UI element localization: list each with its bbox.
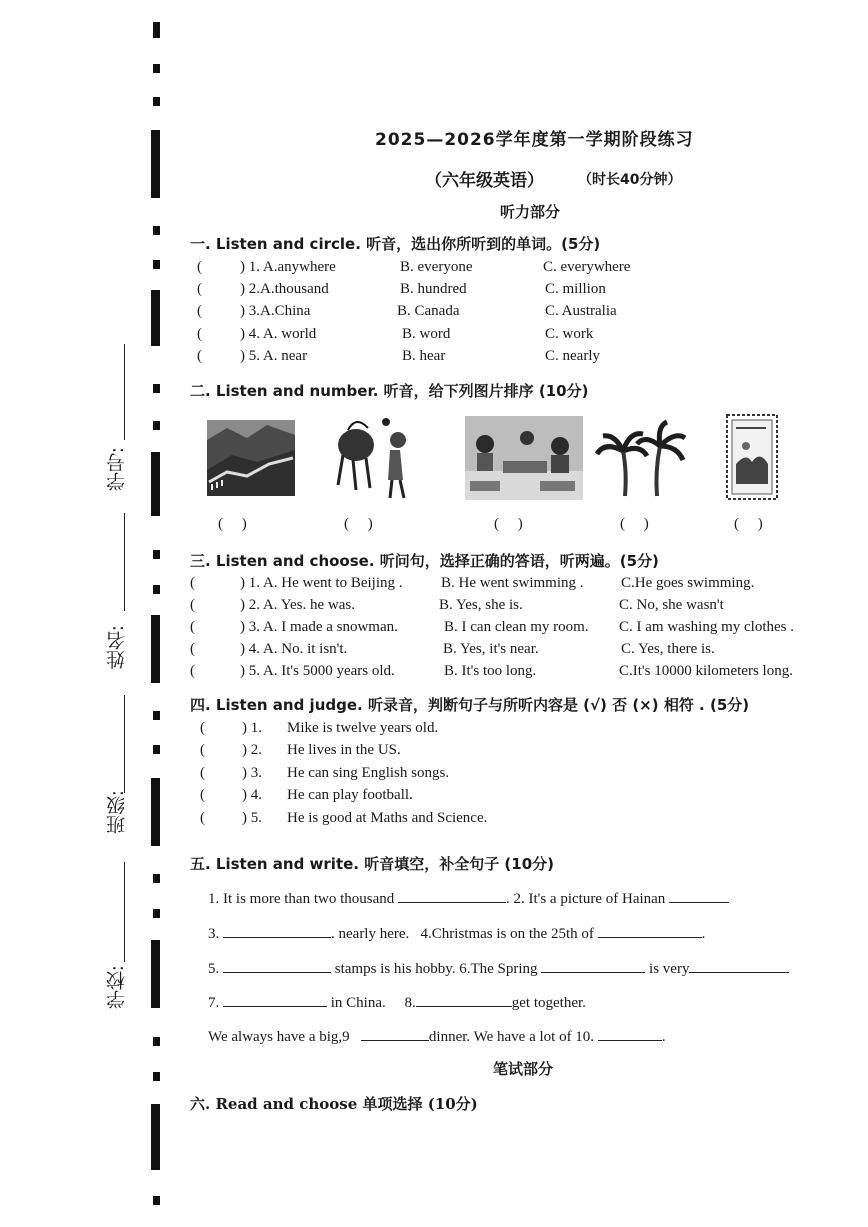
- name-line[interactable]: [124, 695, 125, 793]
- exam-subtitle: （六年级英语）: [425, 171, 544, 191]
- class-line[interactable]: [124, 862, 125, 962]
- binding-mark: [153, 585, 160, 594]
- fill-text: .: [701, 926, 706, 942]
- answer-paren[interactable]: (: [190, 619, 195, 635]
- judge-number: ) 4.: [242, 787, 262, 803]
- fill-text: 7.: [208, 995, 220, 1011]
- fill-line-1: [208, 888, 729, 908]
- fill-text: 4.Christmas is on the 25th of: [420, 926, 594, 942]
- fill-text: . nearly here.: [331, 926, 410, 942]
- answer-paren[interactable]: (: [190, 597, 195, 613]
- binding-mark: [151, 130, 160, 198]
- fill-line-2: [208, 923, 705, 943]
- option-c: C. No, she wasn't: [619, 597, 724, 613]
- binding-mark: [153, 1196, 160, 1205]
- binding-mark: [153, 421, 160, 430]
- answer-paren[interactable]: (: [197, 281, 202, 297]
- binding-mark: [153, 64, 160, 73]
- fill-blank[interactable]: [541, 958, 645, 973]
- judge-statement: Mike is twelve years old.: [287, 720, 439, 736]
- picture-order-paren[interactable]: ( ): [218, 516, 247, 532]
- option-a: ) 1. A.anywhere: [240, 259, 336, 275]
- fill-blank[interactable]: [598, 923, 702, 938]
- binding-mark: [153, 1037, 160, 1046]
- option-b: B. hear: [402, 348, 446, 364]
- fill-blank[interactable]: [223, 958, 331, 973]
- fill-blank[interactable]: [398, 888, 506, 903]
- option-c: C. Yes, there is.: [621, 641, 715, 657]
- fill-text: 8.: [404, 995, 416, 1011]
- judge-number: ) 5.: [242, 810, 262, 826]
- fill-text: hobby. 6.The Spring: [415, 961, 538, 977]
- listening-part-title: 听力部分: [500, 203, 561, 221]
- picture-order-paren[interactable]: ( ): [620, 516, 649, 532]
- section1-heading: 一. Listen and circle. 听音，选出你所听到的单词。(5分): [190, 235, 601, 253]
- binding-mark: [153, 711, 160, 720]
- binding-mark: [153, 550, 160, 559]
- great-wall-picture: [207, 420, 295, 496]
- fill-blank[interactable]: [416, 992, 512, 1007]
- fill-text: is very: [649, 961, 690, 977]
- fill-text: dinner. We have a lot of 10.: [428, 1029, 595, 1045]
- option-a: ) 5. A. It's 5000 years old.: [240, 663, 395, 679]
- answer-paren[interactable]: (: [197, 326, 202, 342]
- binding-mark: [153, 1072, 160, 1081]
- option-b: B. Canada: [397, 303, 460, 319]
- palm-trees-picture: [595, 416, 687, 498]
- judge-paren[interactable]: (: [200, 765, 205, 781]
- student-number-line-lower[interactable]: [124, 513, 125, 611]
- binding-mark: [151, 290, 160, 346]
- lion-dance-picture: [328, 410, 422, 502]
- judge-paren[interactable]: (: [200, 742, 205, 758]
- binding-mark: [151, 778, 160, 846]
- judge-paren[interactable]: (: [200, 720, 205, 736]
- fill-text: get together.: [511, 995, 586, 1011]
- student-number-line[interactable]: [124, 344, 125, 440]
- answer-paren[interactable]: (: [197, 348, 202, 364]
- fill-blank[interactable]: [598, 1026, 662, 1041]
- binding-mark: [153, 384, 160, 393]
- answer-paren[interactable]: (: [197, 303, 202, 319]
- binding-mark: [151, 1104, 160, 1170]
- binding-mark: [153, 745, 160, 754]
- judge-statement: He lives in the US.: [287, 742, 401, 758]
- option-c: C. nearly: [545, 348, 600, 364]
- option-c: C. everywhere: [543, 259, 631, 275]
- section2-heading: 二. Listen and number. 听音，给下列图片排序 (10分): [190, 382, 589, 400]
- answer-paren[interactable]: (: [190, 575, 195, 591]
- binding-mark: [153, 22, 160, 38]
- fill-text: in China.: [330, 995, 386, 1011]
- section6-heading: 六. Read and choose 单项选择 (10分): [190, 1095, 478, 1113]
- binding-mark: [153, 97, 160, 106]
- option-b: B. hundred: [400, 281, 467, 297]
- option-b: B. word: [402, 326, 451, 342]
- option-c: C. I am washing my clothes .: [619, 619, 794, 635]
- fill-text: 1. It is more than two thousand: [208, 891, 395, 907]
- school-label: 学校:: [106, 965, 128, 1010]
- section4-heading: 四. Listen and judge. 听录音，判断句子与所听内容是 (√) 否 (×) 相符 . (5分): [190, 696, 750, 714]
- picture-order-paren[interactable]: ( ): [734, 516, 763, 532]
- option-a: ) 3. A. I made a snowman.: [240, 619, 398, 635]
- option-a: ) 2.A.thousand: [240, 281, 329, 297]
- option-c: C.He goes swimming.: [621, 575, 755, 591]
- judge-statement: He is good at Maths and Science.: [287, 810, 488, 826]
- student-number-label: 学号:: [106, 447, 128, 492]
- option-c: C.It's 10000 kilometers long.: [619, 663, 793, 679]
- exam-duration: （时长40分钟）: [578, 172, 682, 188]
- binding-mark: [153, 909, 160, 918]
- option-a: ) 4. A. world: [240, 326, 317, 342]
- answer-paren[interactable]: (: [197, 259, 202, 275]
- judge-statement: He can sing English songs.: [287, 765, 450, 781]
- fill-line-4: [208, 992, 586, 1012]
- option-c: C. million: [545, 281, 606, 297]
- section3-heading: 三. Listen and choose. 听问句，选择正确的答语，听两遍。(5分): [190, 552, 659, 570]
- fill-text: 5.: [208, 961, 220, 977]
- fill-line-3: [208, 958, 789, 978]
- answer-paren[interactable]: (: [190, 641, 195, 657]
- binding-mark: [153, 226, 160, 235]
- exam-title: 2025—2026学年度第一学期阶段练习: [375, 130, 694, 150]
- fill-text: .: [661, 1029, 666, 1045]
- fill-blank[interactable]: [669, 888, 729, 903]
- binding-mark: [151, 940, 160, 1008]
- judge-paren[interactable]: (: [200, 787, 205, 803]
- judge-paren[interactable]: (: [200, 810, 205, 826]
- picture-order-paren[interactable]: ( ): [344, 516, 373, 532]
- option-c: C. work: [545, 326, 594, 342]
- fill-text: stamps is his: [334, 961, 412, 977]
- option-b: B. It's too long.: [444, 663, 537, 679]
- option-a: ) 2. A. Yes. he was.: [240, 597, 356, 613]
- option-b: B. I can clean my room.: [444, 619, 589, 635]
- fill-blank[interactable]: [361, 1026, 429, 1041]
- name-label: 姓名:: [106, 625, 128, 670]
- binding-mark: [153, 874, 160, 883]
- option-b: B. Yes, it's near.: [443, 641, 539, 657]
- option-a: ) 4. A. No. it isn't.: [240, 641, 348, 657]
- judge-number: ) 3.: [242, 765, 262, 781]
- fill-text: 3.: [208, 926, 220, 942]
- fill-line-5: [208, 1026, 666, 1046]
- option-b: B. Yes, she is.: [439, 597, 523, 613]
- fill-text: We always have a big,9: [208, 1029, 350, 1045]
- option-b: B. everyone: [400, 259, 473, 275]
- option-a: ) 3.A.China: [240, 303, 311, 319]
- fill-text: . 2. It's a picture of Hainan: [505, 891, 666, 907]
- binding-mark: [153, 260, 160, 269]
- judge-number: ) 2.: [242, 742, 262, 758]
- section5-heading: 五. Listen and write. 听音填空，补全句子 (10分): [190, 855, 555, 873]
- option-a: ) 1. A. He went to Beijing .: [240, 575, 403, 591]
- judge-number: ) 1.: [242, 720, 262, 736]
- fill-blank[interactable]: [223, 992, 327, 1007]
- writing-part-title: 笔试部分: [493, 1060, 554, 1078]
- class-label: 班级:: [106, 790, 128, 835]
- stamp-picture: [726, 414, 778, 500]
- binding-mark: [151, 452, 160, 516]
- fill-blank[interactable]: [689, 958, 789, 973]
- answer-paren[interactable]: (: [190, 663, 195, 679]
- option-b: B. He went swimming .: [441, 575, 584, 591]
- judge-statement: He can play football.: [287, 787, 413, 803]
- picture-order-paren[interactable]: ( ): [494, 516, 523, 532]
- classroom-picture: [465, 416, 583, 500]
- option-a: ) 5. A. near: [240, 348, 308, 364]
- fill-blank[interactable]: [223, 923, 331, 938]
- binding-mark: [151, 615, 160, 683]
- option-c: C. Australia: [545, 303, 617, 319]
